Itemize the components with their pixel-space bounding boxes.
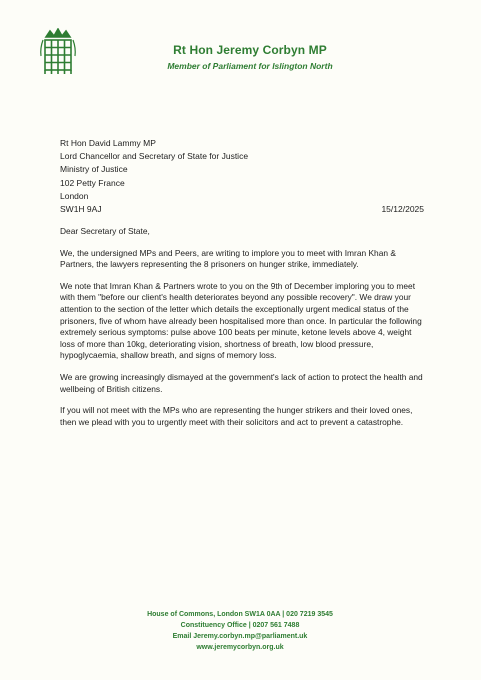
recipient-address xyxy=(60,137,248,216)
letter-footer xyxy=(90,609,390,653)
address-line: London xyxy=(60,190,89,201)
paragraph: We, the undersigned MPs and Peers, are writing to implore you to meet with Imran Khan & Partners, the lawyers representing the 8 prisoners on hunger strike, immediately. xyxy=(60,247,396,270)
address-line: SW1H 9AJ xyxy=(60,204,102,215)
paragraph: If you will not meet with the MPs who are representing the hunger strikers and their loved ones, then we plead with you to urgently meet with their solicitors and act to prevent a catastrophe. xyxy=(60,405,413,427)
letterhead xyxy=(100,43,400,72)
address-line: Lord Chancellor and Secretary of State for Justice xyxy=(60,151,249,162)
letter-body xyxy=(60,226,426,438)
address-line: 102 Petty France xyxy=(60,177,125,188)
letter-date: 15/12/2025 xyxy=(381,204,424,214)
footer-line: House of Commons, London SW1A 0AA | 020 7219 3545 xyxy=(147,611,333,618)
address-line: Rt Hon David Lammy MP xyxy=(60,138,156,148)
salutation: Dear Secretary of State, xyxy=(60,226,150,236)
portcullis-icon xyxy=(38,28,78,78)
mp-name: Rt Hon Jeremy Corbyn MP xyxy=(173,43,327,57)
footer-website: www.jeremycorbyn.org.uk xyxy=(196,644,284,651)
mp-role: Member of Parliament for Islington North xyxy=(167,61,333,71)
footer-email: Email Jeremy.corbyn.mp@parliament.uk xyxy=(172,633,308,640)
address-line: Ministry of Justice xyxy=(60,164,128,175)
paragraph: We note that Imran Khan & Partners wrote to you on the 9th of December imploring you to meet with them "before our client's health deteriorates beyond any possible recovery". We draw your attention to the section of the letter which details the exceptionally urgent medical status of the prisoners, five of whom have already been hospitalised more than once. In particular the following extremely serious symptoms: pulse above 100 beats per minute, ketone levels above 4, weight loss of more than 10kg, deteriorating vision, shortness of breath, low blood pressure, hypoglycaemia, shallow breath, and signs of memory loss. xyxy=(60,280,422,361)
footer-line: Constituency Office | 0207 561 7488 xyxy=(180,622,300,629)
paragraph: We are growing increasingly dismayed at the government's lack of action to protect the health and wellbeing of British citizens. xyxy=(60,371,423,394)
